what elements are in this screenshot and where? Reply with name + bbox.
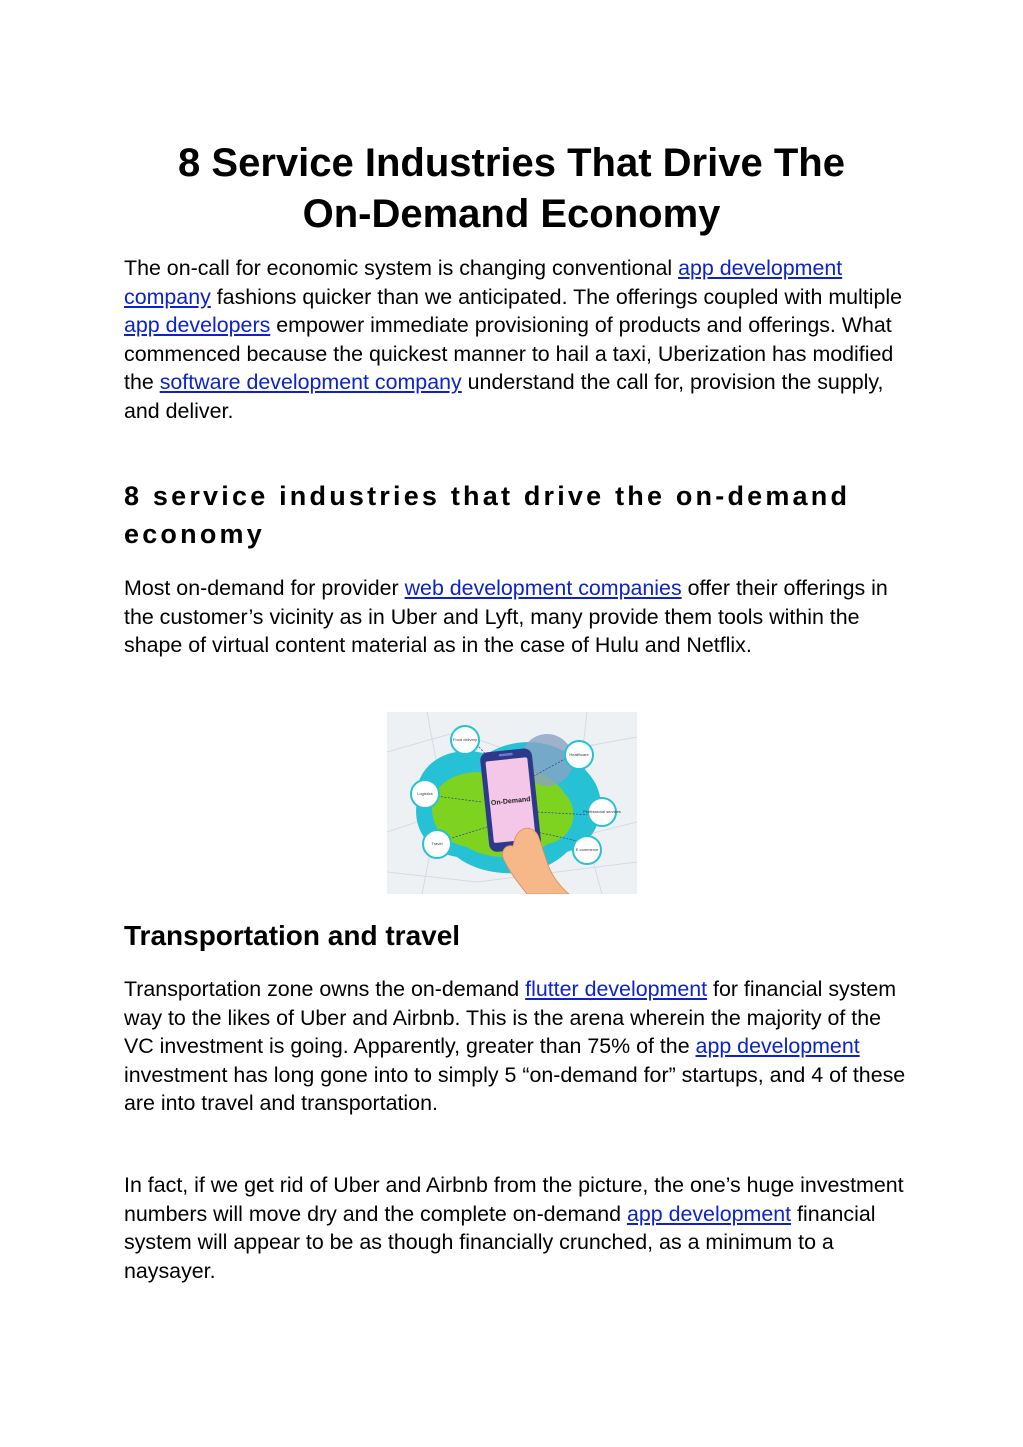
transportation-heading: Transportation and travel: [124, 920, 461, 951]
on-demand-illustration-svg: [387, 712, 637, 894]
intro-text-3: empower immediate provisioning of products and offerings. What commenced because the quickest manner to hail a taxi, Uberization has modified the: [124, 313, 894, 395]
flutter-development-link[interactable]: flutter development: [525, 977, 708, 1001]
page-title-line-1: 8 Service Industries That Drive The: [178, 141, 845, 185]
node-travel-label: Travel: [431, 841, 443, 846]
app-development-link-2[interactable]: app development: [626, 1201, 792, 1226]
node-travel: [423, 830, 451, 858]
node-food-delivery-label: Food delivery: [452, 737, 478, 742]
web-development-companies-link[interactable]: web development companies: [404, 576, 682, 600]
page-title: [100, 138, 923, 240]
subheading: 8 service industries that drive the on-demand economy: [124, 481, 851, 549]
app-developers-link[interactable]: app developers: [124, 313, 271, 338]
intro-text-4: understand the call for, provision the supply, and deliver.: [124, 370, 884, 423]
para3-text-3: investment has long gone into to simply 5 “on-demand for” startups, and 4 of these are into travel and transportation.: [124, 1062, 906, 1116]
node-food-delivery: [451, 726, 479, 754]
node-logistics-label: Logistics: [417, 791, 433, 796]
node-logistics: [411, 780, 439, 808]
para2-text-2: offer their offerings in the customer’s vicinity as in Uber and Lyft, many provide them tools within the shape of virtual content material as in the case of Hulu and Netflix.: [124, 576, 888, 658]
transportation-paragraph: [124, 975, 914, 1118]
node-healthcare: [565, 741, 593, 769]
intro-text-2: fashions quicker than we anticipated. The offerings coupled with multiple: [210, 284, 903, 309]
second-paragraph: [124, 574, 914, 660]
phone-screen-label: On-Demand: [490, 796, 531, 808]
node-professional-services-label: Professional services: [583, 809, 621, 814]
page-title-line-2: On-Demand Economy: [302, 192, 721, 236]
para3-text-1: Transportation zone owns the on-demand: [124, 977, 526, 1001]
para2-text-1: Most on-demand for provider: [124, 576, 405, 600]
software-development-company-link[interactable]: software development company: [159, 370, 462, 395]
node-ecommerce: [573, 836, 601, 864]
fact-paragraph: [124, 1171, 914, 1285]
node-ecommerce-label: E-commerce: [575, 847, 599, 852]
app-development-company-link[interactable]: app development company: [124, 256, 843, 309]
app-development-link-1[interactable]: app development: [695, 1034, 860, 1059]
intro-text-1: The on-call for economic system is changing conventional: [124, 256, 679, 280]
para4-text-2: financial system will appear to be as though financially crunched, as a minimum to a naysayer.: [124, 1201, 876, 1283]
intro-paragraph: [124, 254, 914, 426]
on-demand-illustration: [387, 712, 637, 894]
para4-text-1: In fact, if we get rid of Uber and Airbnb from the picture, the one’s huge investment numbers will move dry and the complete on-demand: [124, 1173, 904, 1226]
para3-text-2: for financial system way to the likes of Uber and Airbnb. This is the arena wherein the majority of the VC investment is going. Apparently, greater than 75% of the: [124, 977, 897, 1059]
node-healthcare-label: Healthcare: [569, 752, 589, 757]
